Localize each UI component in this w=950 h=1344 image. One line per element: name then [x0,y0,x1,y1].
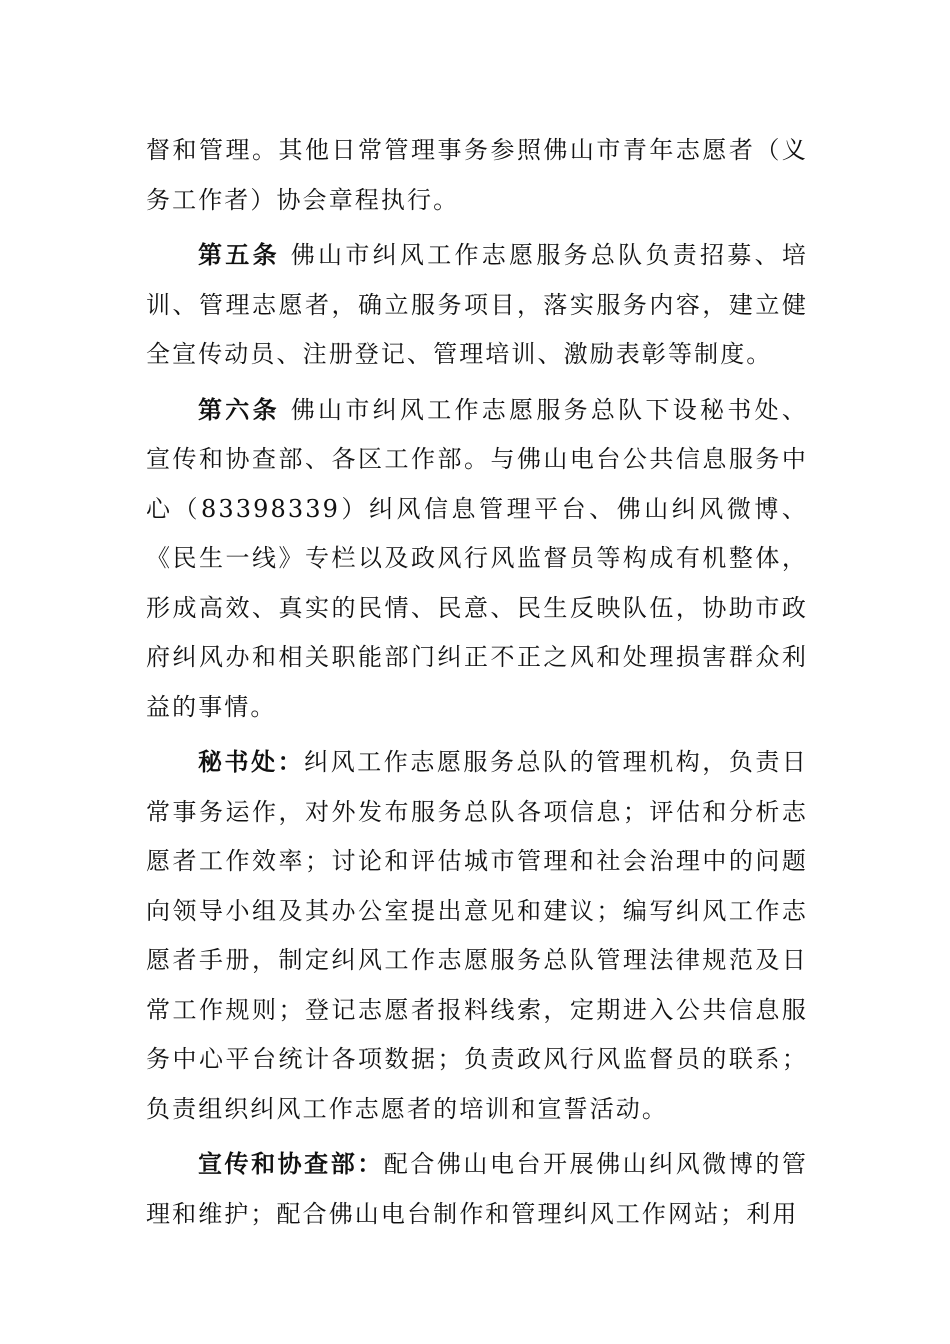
paragraph-text: 佛山市纠风工作志愿服务总队负责招募、培训、管理志愿者，确立服务项目，落实服务内容，建立健全宣传动员、注册登记、管理培训、激励表彰等制度。 [146,241,808,368]
article-five [146,230,808,380]
paragraph-text: 督和管理。其他日常管理事务参照佛山市青年志愿者（义务工作者）协会章程执行。 [146,136,808,214]
paragraph-text: 配合佛山电台开展佛山纠风微博的管理和维护；配合佛山电台制作和管理纠风工作网站；利用 [146,1150,809,1228]
article-six [146,385,808,733]
article-six-heading: 第六条 [198,394,280,424]
secretariat-heading: 秘书处： [198,747,305,776]
paragraph-text: 纠风工作志愿服务总队的管理机构，负责日常事务运作，对外发布服务总队各项信息；评估和分析志愿者工作效率；讨论和评估城市管理和社会治理中的问题向领导小组及其办公室提出意见和建议；编写纠风工作志愿者手册，制定纠风工作志愿服务总队管理法律规范及日常工作规则；登记志愿者报料线索，定期进入公共信息服务中心平台统计各项数据；负责政风行风监督员的联系；负责组织纠风工作志愿者的培训和宣誓活动。 [146,748,808,1123]
publicity-section [146,1139,808,1239]
article-five-heading: 第五条 [198,240,280,269]
publicity-heading: 宣传和协查部： [198,1149,384,1178]
document-body [146,126,808,1244]
paragraph-text: 佛山市纠风工作志愿服务总队下设秘书处、宣传和协查部、各区工作部。与佛山电台公共信息服务中心（83398339）纠风信息管理平台、佛山纠风微博、《民生一线》专栏以及政风行风监督员等构成有机整体，形成高效、真实的民情、民意、民生反映队伍，协助市政府纠风办和相关职能部门纠正不正之风和处理损害群众利益的事情。 [146,395,808,721]
paragraph-continuation [146,126,808,225]
secretariat-section [146,737,808,1134]
